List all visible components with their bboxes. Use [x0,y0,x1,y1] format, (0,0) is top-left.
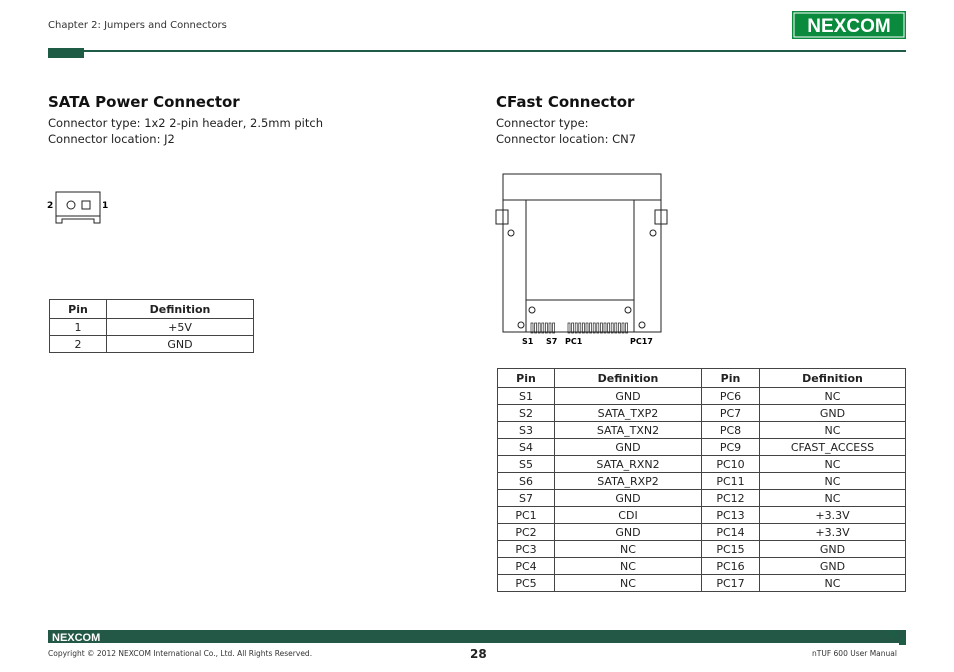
table-header: Definition [555,369,702,388]
table-cell: PC1 [498,507,555,524]
footer-logo-text: NEXCOM [52,632,101,642]
table-cell: 1 [50,319,107,336]
table-cell: PC4 [498,558,555,575]
footer-bar [48,630,906,643]
table-row [498,405,906,422]
table-cell: S1 [498,388,555,405]
table-cell: PC13 [702,507,760,524]
table-cell: NC [760,473,906,490]
sata-type: Connector type: 1x2 2-pin header, 2.5mm pitch [48,116,323,130]
table-cell: PC15 [702,541,760,558]
table-row [498,439,906,456]
table-cell: PC8 [702,422,760,439]
table-row [498,388,906,405]
table-row [498,473,906,490]
table-cell: PC7 [702,405,760,422]
cfast-connector-diagram [494,170,669,350]
copyright: Copyright © 2012 NEXCOM International Co., Ltd. All Rights Reserved. [48,649,313,658]
table-cell: NC [760,456,906,473]
table-cell: SATA_TXP2 [555,405,702,422]
table-header: Definition [760,369,906,388]
table-cell: PC9 [702,439,760,456]
table-cell: +3.3V [760,524,906,541]
table-row [50,319,254,336]
table-cell: S6 [498,473,555,490]
table-cell: SATA_RXP2 [555,473,702,490]
table-cell: NC [760,422,906,439]
table-cell: PC14 [702,524,760,541]
sata-connector-diagram [44,188,114,228]
table-cell: S4 [498,439,555,456]
table-cell: GND [760,541,906,558]
footer-square-decoration [890,630,897,637]
table-row [498,541,906,558]
table-cell: GND [555,439,702,456]
table-row [498,507,906,524]
table-cell: SATA_RXN2 [555,456,702,473]
sata-title: SATA Power Connector [48,93,240,111]
table-cell: NC [555,558,702,575]
table-cell: PC12 [702,490,760,507]
table-row [498,490,906,507]
sata-pin-label-1: 1 [102,201,109,211]
cfast-title: CFast Connector [496,93,635,111]
table-header: Pin [702,369,760,388]
table-cell: 2 [50,336,107,353]
table-cell: PC11 [702,473,760,490]
table-cell: PC6 [702,388,760,405]
table-row [498,422,906,439]
table-cell: NC [760,490,906,507]
table-cell: CFAST_ACCESS [760,439,906,456]
table-cell: GND [555,490,702,507]
table-row [498,456,906,473]
header-tab [48,48,84,58]
cfast-location: Connector location: CN7 [496,132,637,146]
table-cell: GND [107,336,254,353]
table-cell: S5 [498,456,555,473]
table-row [498,558,906,575]
sata-location: Connector location: J2 [48,132,175,146]
sata-pin-label-2: 2 [47,201,54,211]
table-cell: PC5 [498,575,555,592]
cfast-label-pc17: PC17 [630,337,653,346]
logo-text: NEXCOM [807,16,891,37]
table-row [50,336,254,353]
table-cell: PC3 [498,541,555,558]
table-header: Pin [50,300,107,319]
table-cell: S2 [498,405,555,422]
table-cell: PC10 [702,456,760,473]
nexcom-logo [792,11,906,39]
table-cell: +3.3V [760,507,906,524]
table-cell: NC [760,388,906,405]
table-cell: S3 [498,422,555,439]
table-row [498,575,906,592]
sata-pin-table [49,299,254,353]
footer-nexcom-logo [52,631,108,642]
table-cell: GND [555,388,702,405]
header-rule [48,50,906,52]
table-header: Definition [107,300,254,319]
table-cell: NC [760,575,906,592]
cfast-pin-table [497,368,906,592]
footer-square-decoration [899,638,906,645]
table-cell: PC16 [702,558,760,575]
chapter-title: Chapter 2: Jumpers and Connectors [48,20,227,31]
table-cell: SATA_TXN2 [555,422,702,439]
table-cell: PC2 [498,524,555,541]
table-cell: PC17 [702,575,760,592]
table-cell: GND [760,558,906,575]
cfast-label-pc1: PC1 [565,337,583,346]
manual-name: nTUF 600 User Manual [812,649,897,658]
table-cell: NC [555,575,702,592]
cfast-type: Connector type: [496,116,589,130]
table-cell: GND [555,524,702,541]
table-cell: S7 [498,490,555,507]
table-header: Pin [498,369,555,388]
table-cell: GND [760,405,906,422]
cfast-label-s7: S7 [546,337,558,346]
page-number: 28 [470,647,487,661]
table-cell: +5V [107,319,254,336]
table-row [498,524,906,541]
cfast-label-s1: S1 [522,337,534,346]
table-cell: CDI [555,507,702,524]
table-cell: NC [555,541,702,558]
